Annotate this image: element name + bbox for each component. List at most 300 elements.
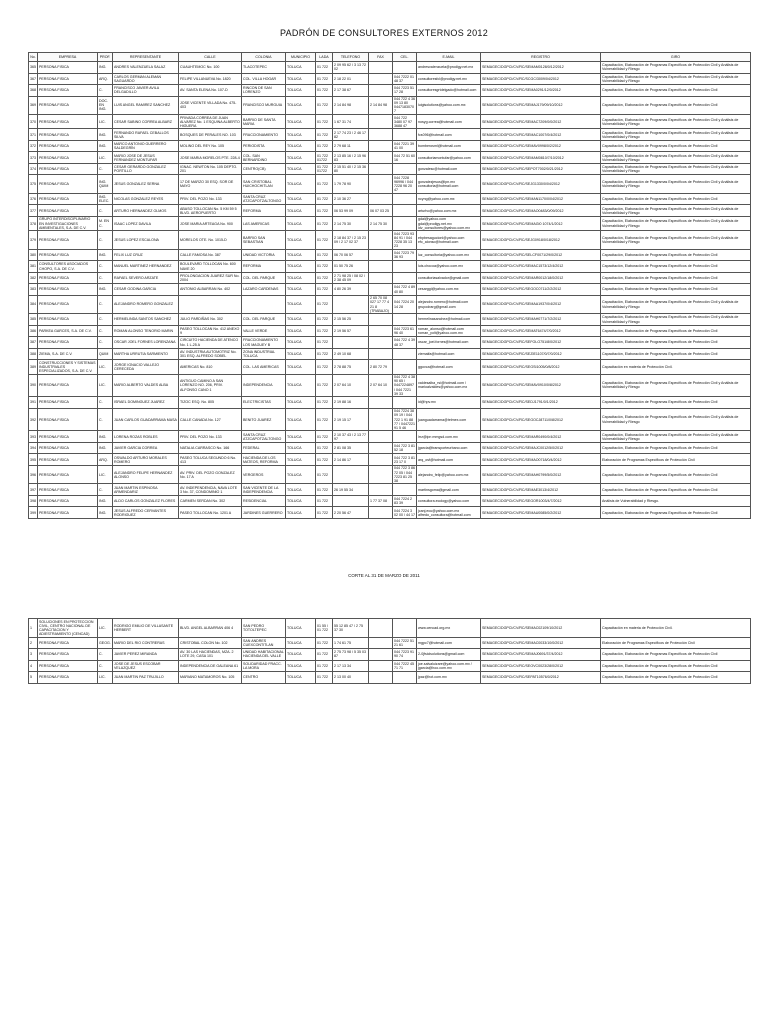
- table-cell: 01 722: [316, 261, 333, 273]
- table-cell: TOLUCA: [286, 216, 316, 230]
- table-cell: C.: [98, 408, 113, 431]
- table-cell: C.: [98, 397, 113, 409]
- table-cell: ncyng@yahoo.com.mx: [417, 193, 481, 205]
- table-cell: ING.: [98, 495, 113, 507]
- table-cell: 374: [29, 163, 38, 175]
- column-header: MUNICIPIO: [286, 53, 316, 62]
- table-cell: Capacitación, Elaboración de Programas Específicos de Protección Civil y Análisis de Vulnerabilidad y Riesgo: [601, 205, 751, 217]
- table-cell: PERSONA FISICA: [38, 649, 98, 661]
- table-cell: GEOG.: [98, 637, 113, 649]
- table-cell: [369, 408, 393, 431]
- table-cell: Capacitación, Elaboración de Programas Específicos de Protección Civil: [601, 660, 751, 672]
- table-cell: 01 722: [316, 295, 333, 314]
- table-cell: 2 10 37 43 / 2 13 77 97: [333, 431, 369, 443]
- table-row: [29, 96, 751, 115]
- table-row: [29, 442, 751, 454]
- table-cell: PERSONA FISICA: [38, 660, 98, 672]
- table-cell: Capacitación, Elaboración de Programas Específicos de Protección Civil: [601, 193, 751, 205]
- column-header: REGISTRO: [481, 53, 601, 62]
- table-cell: ARQ.: [98, 73, 113, 85]
- table-cell: COL. VILLA HOGAR: [242, 73, 286, 85]
- table-cell: 387: [29, 337, 38, 349]
- table-cell: SEMAGEC/DGPCI/CV/RC/SEGSI1005/0/8/2012: [481, 360, 601, 374]
- table-cell: MARCO ANTONIO GUERRERO SALDEGRÍN: [113, 140, 179, 152]
- table-cell: PERSONA FISICA: [38, 442, 98, 454]
- table-cell: Elaboración de Programas Específicos de Protección Civil: [601, 454, 751, 466]
- table-cell: LUIS ANGEL RAMIREZ SANCHEZ: [113, 96, 179, 115]
- table-cell: PASEO TOLLOCAN No. 412 ANEXO 9: [179, 325, 242, 337]
- table-cell: LORENA ROZAS ROBLES: [113, 431, 179, 443]
- table-cell: oscar_joel.fornes@hotmail.com: [417, 337, 481, 349]
- table-cell: 396: [29, 465, 38, 484]
- table-cell: SEMAGEC/DGPCI/CV/RC/SEMAC1573/12/4/2012: [481, 261, 601, 273]
- table-cell: 044 722 3 86 72 05 / 044 7223 81 25 38: [394, 466, 415, 483]
- table-cell: 044 722 4 38 90 65 / 0447224897 / 044 7221 39 33: [394, 375, 415, 396]
- table-row: [29, 484, 751, 496]
- table-cell: PERSONA FISICA: [38, 484, 98, 496]
- table-cell: TOLUCA: [286, 314, 316, 326]
- table-cell: ZONA INDUSTRIAL TOLUCA: [242, 348, 286, 360]
- table-cell: SEMAGEC/DGPCI/CV/RC/SEMAM0128/0/12/2012: [481, 62, 601, 74]
- table-cell: [393, 484, 417, 496]
- table-cell: BOSQUES DE PERALES NO. 103: [179, 129, 242, 141]
- table-cell: 1 74 61 75: [333, 637, 369, 649]
- column-header: CEL.: [393, 53, 417, 62]
- table-cell: 390: [29, 374, 38, 397]
- table-cell: 044 7222 01 48 37: [393, 73, 417, 85]
- table-cell: 399: [29, 507, 38, 519]
- column-header: REPRESENTANTE: [113, 53, 179, 62]
- table-cell: TOLUCA: [286, 337, 316, 349]
- table-cell: 381: [29, 261, 38, 273]
- table-cell: PRIV. DEL POZO No. 133: [179, 193, 242, 205]
- table-cell: TOLUCA: [286, 140, 316, 152]
- table-cell: PROLONGACION JUAREZ SUR No. 2004: [180, 273, 240, 282]
- table-cell: 01 722: [316, 231, 333, 250]
- table-cell: 382: [29, 272, 38, 284]
- table-cell: ISRAEL DOMINGUEZ JUAREZ: [113, 397, 179, 409]
- table-cell: [369, 272, 393, 284]
- table-cell: 01 722: [316, 175, 333, 194]
- table-cell: UNIDAD VICTORIA: [242, 249, 286, 261]
- table-cell: SAN VICENTE DE LA INDEPENDENCIA: [242, 484, 286, 496]
- table-cell: MARIO DEL RIO CONTRERAS: [113, 637, 179, 649]
- table-cell: FERNANDO RAFAEL CEBALLOS SILVA: [113, 129, 179, 141]
- table-cell: JAVIER PEREZ MIRANDA: [113, 649, 179, 661]
- table-cell: cesarggi@yahoo.com.mx: [417, 284, 481, 296]
- table-cell: 2 19 15 17: [333, 408, 369, 431]
- table-cell: 380: [29, 249, 38, 261]
- table-cell: 2 14 75 30: [369, 216, 393, 230]
- table-cell: PERSONA FISICA: [38, 249, 98, 261]
- table-cell: RINCON DE SAN LORENZO: [242, 85, 286, 97]
- table-cell: RAFAEL SEVERO ARZATE: [113, 272, 179, 284]
- table-cell: PERSONA FISICA: [38, 73, 98, 85]
- table-row: [29, 140, 751, 152]
- table-cell: JOSE DE JESUS ESCOBAR VELAZQUEZ: [113, 660, 179, 672]
- table-cell: TOLUCA: [286, 163, 316, 175]
- table-cell: ANDRES VALENZUELA SALAZ: [113, 62, 179, 74]
- table-cell: 01 722: [316, 360, 333, 374]
- table-cell: 01 722: [316, 73, 333, 85]
- table-cell: 2 75 73 98 / 5 35 03 87: [333, 649, 369, 661]
- table-cell: TLACOTEPEC: [242, 62, 286, 74]
- table-cell: [369, 314, 393, 326]
- table-cell: [393, 272, 417, 284]
- table-cell: AV. INDUSTRIA AUTOMOTRIZ No. 301 ESQ. ALFREDO SOBEL: [179, 348, 242, 360]
- table-cell: PERSONA FISICA: [38, 374, 98, 397]
- table-cell: 01 722: [316, 193, 333, 205]
- table-cell: Capacitación, Elaboración de Programas Específicos de Protección Civil: [601, 261, 751, 273]
- table-cell: Capacitación, Elaboración de Programas Específicos de Protección Civil: [601, 484, 751, 496]
- table-cell: martinsgoma@gmail.com: [417, 484, 481, 496]
- table-cell: [369, 261, 393, 273]
- table-cell: JULIO PARDIÑAS No. 302: [179, 314, 242, 326]
- table-cell: 01 722: [316, 660, 333, 672]
- table-cell: TOLUCA: [286, 442, 316, 454]
- table-cell: 01 722: [316, 507, 333, 519]
- table-cell: JESUS LOPEZ ESCALONA: [113, 231, 179, 250]
- table-cell: Capacitación, Elaboración de Programas Específicos de Protección Civil y Análisis de Vulnerabilidad y Riesgo: [601, 62, 751, 74]
- table-cell: alejandro_felip@yahoo.com.mx: [417, 465, 481, 484]
- table-cell: 044 7224 2 83 39: [393, 495, 417, 507]
- table-cell: TOLUCA: [286, 231, 316, 250]
- table-cell: 392: [29, 408, 38, 431]
- consultants-table-second: [28, 618, 751, 684]
- table-cell: 397: [29, 484, 38, 496]
- table-cell: [369, 465, 393, 484]
- table-cell: TOLUCA: [286, 115, 316, 129]
- table-cell: MARTHA URRUTIA SARMIENTO: [113, 348, 179, 360]
- table-cell: 06 70 06 57: [333, 249, 369, 261]
- table-cell: 01 722: [316, 216, 333, 230]
- table-cell: PERSONA FISICA: [38, 672, 98, 684]
- table-cell: PERSONA FISICA: [38, 284, 98, 296]
- table-cell: C.: [98, 231, 113, 250]
- table-cell: 2 81 08 35: [333, 442, 369, 454]
- table-cell: FELIX LUZ CRUZ: [113, 249, 179, 261]
- table-cell: JOSE MARIA MORELOS PTE. 228-4: [179, 152, 242, 164]
- table-cell: Capacitación, Elaboración de Programas Específicos de Protección Civil y Análisis de Vulnerabilidad y Riesgo: [601, 73, 751, 85]
- table-cell: NATALIA CARRASCO No. 166: [179, 442, 242, 454]
- table-cell: SEMAGEC/DGPCI/CV/RC/SEMAM0810/7/10/2012: [481, 152, 601, 164]
- table-cell: UNIDAD HABITACIONAL HACIENDA DEL VALLE: [243, 650, 284, 659]
- table-cell: SEMAGEC/DGPCI/CV/RC/SEOVC0023/28/0/2012: [481, 660, 601, 672]
- table-cell: ING.: [98, 129, 113, 141]
- table-cell: 01 55 / 01 722: [316, 619, 333, 638]
- table-cell: SEMAGEC/DGPCI/CV/RC/SEJG1330/0/04/2012: [481, 175, 601, 194]
- table-cell: PASEO TOLLOCAN No. 1201 A: [179, 507, 242, 519]
- table-cell: 044 7224 38 09 19 / 044 722 1 91 88 77 / 0447221 91 5 46: [394, 409, 415, 430]
- table-cell: 01 722: [316, 672, 333, 684]
- table-cell: [369, 152, 393, 164]
- table-cell: 386: [29, 325, 38, 337]
- table-cell: Capacitación, Elaboración de Programas Específicos de Protección Civil: [601, 348, 751, 360]
- table-cell: PERSONA FISICA: [38, 337, 98, 349]
- table-cell: 01 722: [316, 284, 333, 296]
- table-cell: Capacitación, Elaboración de Programas Específicos de Protección Civil: [601, 85, 751, 97]
- table-cell: MOLINO DEL REY No. 105: [179, 140, 242, 152]
- table-cell: Capacitación, Elaboración de Programas Específicos de Protección Civil: [601, 465, 751, 484]
- table-cell: BOULEVARD TOLLOCAN No. 600 NAVE 20: [179, 261, 242, 273]
- table-cell: 1 67 31 74: [333, 115, 369, 129]
- table-row: [29, 175, 751, 194]
- table-cell: SEMAGEC/DGPCI/CV/RC/SEMAO0718/0/4/2012: [481, 454, 601, 466]
- table-row: [29, 374, 751, 397]
- table-cell: [333, 295, 369, 314]
- table-cell: 01 722: [316, 129, 333, 141]
- table-cell: Capacitación, Elaboración de Programas Específicos de Protección Civil y Análisis de Vulnerabilidad y Riesgo: [601, 374, 751, 397]
- table-cell: 044 7221 39 41 00: [393, 140, 417, 152]
- table-cell: JAVIER GARCIA CORREA: [113, 442, 179, 454]
- table-cell: [369, 231, 393, 250]
- table-cell: SEMAGEC/DGPCI/CV/RC/SEMA0291/12/0/2012: [481, 85, 601, 97]
- table-cell: [369, 397, 393, 409]
- table-cell: Capacitación, Elaboración de Programas Específicos de Protección Civil: [601, 325, 751, 337]
- table-cell: CENTRO(CB): [242, 163, 286, 175]
- table-cell: TOLUCA: [286, 96, 316, 115]
- table-cell: SAN ANDRES CUEXCONTITLAN: [242, 637, 286, 649]
- table-cell: 01 722: [316, 484, 333, 496]
- table-cell: 384: [29, 295, 38, 314]
- table-cell: [369, 431, 393, 443]
- table-cell: 01 722: [316, 454, 333, 466]
- table-cell: arq_osf@hotmail.com: [417, 454, 481, 466]
- table-cell: 2 71 98 25 / 08 02 / 2 38 45 09: [333, 272, 369, 284]
- table-cell: 01 722: [316, 442, 333, 454]
- table-cell: LIC.: [98, 619, 113, 638]
- table-cell: SEMAGEC/DGPCI/CV/RC/SEFOLO751/8/0/2012: [481, 337, 601, 349]
- table-cell: Capacitación, Elaboración de Programas Específicos de Protección Civil y Análisis de Vulnerabilidad y Riesgo: [601, 129, 751, 141]
- table-cell: 044 722 3 81 52 18: [394, 444, 415, 453]
- table-cell: TOLUCA: [286, 85, 316, 97]
- table-cell: TOLUCA: [286, 637, 316, 649]
- table-cell: PERSONA FISICA: [38, 408, 98, 431]
- table-cell: MANUEL MARTINEZ HERNANDEZ: [113, 261, 179, 273]
- table-cell: 2-0jfsiclsolutions@gmail.com: [417, 649, 481, 661]
- table-cell: 393: [29, 431, 38, 443]
- table-cell: PERSONA FISICA: [38, 507, 98, 519]
- table-cell: LIC.: [98, 672, 113, 684]
- table-row: [29, 249, 751, 261]
- table-cell: AV. INDEPENDENCIA, NAVA LOTE 3 No. 37, CONDOMINIO 1: [179, 484, 242, 496]
- table-row: [29, 325, 751, 337]
- table-cell: 2 19 56 57: [333, 325, 369, 337]
- table-cell: QUIM: [98, 348, 113, 360]
- table-cell: SEMAGEC/DGPCI/CV/RC/SEGOR1003/4/7/2012: [481, 495, 601, 507]
- table-cell: 398: [29, 495, 38, 507]
- table-cell: ZIEMA, S.A. DE C.V.: [38, 348, 98, 360]
- table-cell: NICOLAS GONZALEZ REYES: [113, 193, 179, 205]
- table-cell: JORGE IGNACIO VALLEJO CERECEDA: [113, 360, 179, 374]
- table-cell: FEDERAL: [242, 442, 286, 454]
- table-cell: 2 19 88 16: [333, 397, 369, 409]
- table-cell: C.: [98, 649, 113, 661]
- table-cell: SEMAGEC/DGPCI/CV/RC/SEMAA1937/0/4/2012: [481, 295, 601, 314]
- table-cell: 044 7222 51 21 61: [393, 637, 417, 649]
- table-cell: nosyg.correa@hotmail.com: [417, 115, 481, 129]
- table-cell: 371: [29, 129, 38, 141]
- table-cell: TOLUCA: [286, 465, 316, 484]
- table-row: [29, 193, 751, 205]
- table-cell: SEMAGEC/DGPCI/CV/RC/SEPAT10576/0/2012: [481, 672, 601, 684]
- table-row: [29, 495, 751, 507]
- table-header-row: [29, 53, 751, 62]
- table-cell: ING. ELEC.: [98, 193, 113, 205]
- table-cell: CIRCUITO HACIENDA DE ATENCO No. 1 L-25 A: [179, 337, 242, 349]
- table-cell: SAN PEDRO TOTOLTEPEC: [242, 619, 286, 638]
- table-cell: PERSONA FISICA: [38, 465, 98, 484]
- table-cell: SEMAGEC/DGPCI/CV/RC/SCGC/3009/04/2012: [481, 73, 601, 85]
- table-cell: SEMAGEC/DGPCI/CV/RC/SEMAC1007/0/4/2012: [481, 129, 601, 141]
- table-cell: SANTA CRUZ ATZCAPOTZALTONGO: [242, 431, 286, 443]
- table-cell: 17 DE MARZO 30 ESQ. SOR DE MAYO: [179, 175, 242, 194]
- table-cell: Capacitación, Elaboración de Programas Específicos de Protección Civil: [601, 249, 751, 261]
- table-cell: 2 14 84 98: [333, 96, 369, 115]
- table-cell: TOLUCA: [286, 175, 316, 194]
- table-cell: 2 49 10 68: [333, 348, 369, 360]
- table-cell: SEMAGEC/DGPCI/CV/RC/SEMAC7209/0/0/2012: [481, 115, 601, 129]
- column-header: TELEFONO: [333, 53, 369, 62]
- table-cell: TOLUCA: [286, 205, 316, 217]
- table-cell: AMERICAS No. 810: [179, 360, 242, 374]
- table-cell: TOLUCA: [286, 495, 316, 507]
- table-cell: ANTONIO ALBARRAN No. 402: [179, 284, 242, 296]
- table-cell: 044 722 3480 07 97 3688 47: [393, 115, 417, 129]
- table-cell: BENITO JUAREZ: [242, 408, 286, 431]
- table-cell: 2 78 88 75: [333, 360, 369, 374]
- table-cell: [369, 175, 393, 194]
- table-cell: JUAN MARTIN ESPINOSA ARMENDARIZ: [113, 484, 179, 496]
- table-cell: SEMAGEC/DGPCI/CV/RC/SEMAN1170/0/04/2012: [481, 193, 601, 205]
- table-cell: 2 17 13 34: [333, 660, 369, 672]
- table-cell: 2 14 75 30: [333, 216, 369, 230]
- table-row: [29, 85, 751, 97]
- table-cell: MARIANO MATAMOROS No. 105: [179, 672, 242, 684]
- table-cell: PERSONA FISICA: [38, 163, 98, 175]
- table-cell: JUAN CARLOS GUADARRAMA MASA: [113, 408, 179, 431]
- table-cell: PERSONA FISICA: [38, 431, 98, 443]
- table-cell: 044 7228 96996 / 044 7228 96 20 47: [393, 175, 417, 194]
- table-cell: LAZARO CARDENAS: [242, 284, 286, 296]
- table-cell: 2: [29, 637, 38, 649]
- table-cell: Capacitación, Elaboración de Programas Específicos de Protección Civil y Análisis de Vulnerabilidad y Riesgo: [601, 431, 751, 443]
- table-cell: [393, 431, 417, 443]
- table-cell: TOLUCA: [286, 129, 316, 141]
- table-row: [29, 619, 751, 638]
- table-cell: jpaz@hot.com.mx: [417, 672, 481, 684]
- table-cell: RESIDENCIAL: [242, 495, 286, 507]
- table-cell: arturho@yahoo.com.mx: [417, 205, 481, 217]
- table-cell: VERGEROS: [242, 465, 286, 484]
- table-cell: Capacitación, Elaboración de Programas Específicos de Protección Civil y Análisis de Vulnerabilidad y Riesgo: [601, 175, 751, 194]
- table-cell: FRANCISCO JAVIER AVILA DELGADILLO: [113, 85, 179, 97]
- table-cell: 06 07 03 25: [369, 205, 393, 217]
- table-cell: 01 722: [316, 431, 333, 443]
- table-cell: [369, 284, 393, 296]
- table-cell: SEMAGEC/DGPCI/CV/RC/SEMAJ179/09/10/2012: [481, 96, 601, 115]
- table-cell: TOLUCA: [286, 193, 316, 205]
- table-row: [29, 163, 751, 175]
- table-cell: 044 7223 91 90 74: [393, 649, 417, 661]
- table-cell: PERSONA FISICA: [38, 129, 98, 141]
- table-cell: TOLUCA: [286, 73, 316, 85]
- table-cell: GRUPO INTERDISCIPLINARIO EN INVESTIGACIONES AMBIENTALES, S.A. DE C.V.: [38, 216, 98, 230]
- table-cell: Capacitación, Elaboración de Programas Específicos de Protección Civil y Análisis de Vulnerabilidad y Riesgo: [601, 295, 751, 314]
- table-cell: SEMAGEC/DGPCI/CV/RC/SEMAC02109/10/2012: [481, 619, 601, 638]
- column-header: FAX: [369, 53, 393, 62]
- table-cell: hermelinasanchez@hotmail.com: [417, 314, 481, 326]
- table-cell: 01 722: [316, 115, 333, 129]
- table-cell: [369, 73, 393, 85]
- table-cell: [369, 62, 393, 74]
- table-cell: SEMAGEC/DGPCI/CV/RC/SEMAH0799/5/0/2012: [481, 465, 601, 484]
- table-cell: [369, 337, 393, 349]
- table-cell: CONSTRUCCIONES Y SISTEMAS INDUSTRIALES ESPECIALIZADOS, S.A. DE C.V.: [39, 360, 96, 373]
- table-body: [29, 62, 751, 519]
- table-cell: 044 7224 3 02 00 / 44 17: [394, 508, 415, 517]
- table-cell: 372: [29, 140, 38, 152]
- table-cell: SEMAGEC/DGPCI/CV/RC/SEMAR0490/0/4/2012: [481, 431, 601, 443]
- table-cell: Capacitación, Elaboración de Programas Específicos de Protección Civil y Análisis de Vulnerabilidad y Riesgo: [601, 152, 751, 164]
- table-cell: 3: [29, 649, 38, 661]
- table-cell: OSWALDO ARTURO MORALES ROMERO: [113, 454, 179, 466]
- column-header: GIRO: [601, 53, 751, 62]
- table-cell: 01 722: [316, 348, 333, 360]
- table-cell: JOSE MARIA ARTEAGA No. 900: [179, 216, 242, 230]
- table-row: [29, 431, 751, 443]
- table-cell: MARIO ALBERTO VALDES ALBA: [113, 374, 179, 397]
- table-cell: 01 722: [316, 85, 333, 97]
- table-cell: [369, 672, 393, 684]
- table-cell: [369, 637, 393, 649]
- table-cell: ISAAC LOPEZ DAVILA: [113, 216, 179, 230]
- table-cell: 2 14 86 17: [333, 454, 369, 466]
- table-cell: ABASO TOLLOCAN No. 5 KM 59 5 BLVD. AEROPUERTO: [179, 205, 242, 217]
- table-cell: TOLUCA: [286, 284, 316, 296]
- table-cell: SEMAGEC/DGPCI/CV/RC/SEMAU0085/0/2/2012: [481, 507, 601, 519]
- table-cell: PERSONA FISICA: [38, 115, 98, 129]
- table-cell: [393, 397, 417, 409]
- table-cell: SEMAGEC/DGPCI/CV/RC/SEMAV0998/0/2/2012: [481, 140, 601, 152]
- table-cell: TOLUCA: [286, 408, 316, 431]
- table-cell: SEMAGEC/DGPCI/CV/RC/SEMAGI0 1074/1/2012: [481, 216, 601, 230]
- table-cell: [333, 495, 369, 507]
- table-row: [29, 507, 751, 519]
- table-cell: C.: [98, 660, 113, 672]
- table-cell: ALEJANDRO ROMERO GONZALEZ: [113, 295, 179, 314]
- table-cell: 01 50 75 26: [333, 261, 369, 273]
- table-row: [29, 205, 751, 217]
- table-row: [29, 348, 751, 360]
- table-cell: Capacitación, Elaboración de Programas Específicos de Protección Civil y Análisis de Vulnerabilidad y Riesgo: [601, 231, 751, 250]
- table-cell: 378: [29, 216, 38, 230]
- table-cell: 379: [29, 231, 38, 250]
- table-cell: 395: [29, 454, 38, 466]
- table-cell: Capacitación, Elaboración de Programas Específicos de Protección Civil y Análisis de Vulnerabilidad y Riesgo: [601, 408, 751, 431]
- table-cell: [393, 360, 417, 374]
- table-cell: Capacitación, Elaboración de Programas Específicos de Protección Civil: [601, 284, 751, 296]
- table-cell: [393, 216, 417, 230]
- table-cell: 1: [29, 619, 38, 638]
- table-cell: 2 13 00 40: [333, 672, 369, 684]
- table-cell: ALDO CARLOS GONZALEZ FLORES: [113, 495, 179, 507]
- table-row: [29, 152, 751, 164]
- table-cell: 367: [29, 73, 38, 85]
- table-cell: Capacitación en materia de Protección Civil.: [601, 619, 751, 638]
- table-cell: [369, 649, 393, 661]
- table-row: [29, 284, 751, 296]
